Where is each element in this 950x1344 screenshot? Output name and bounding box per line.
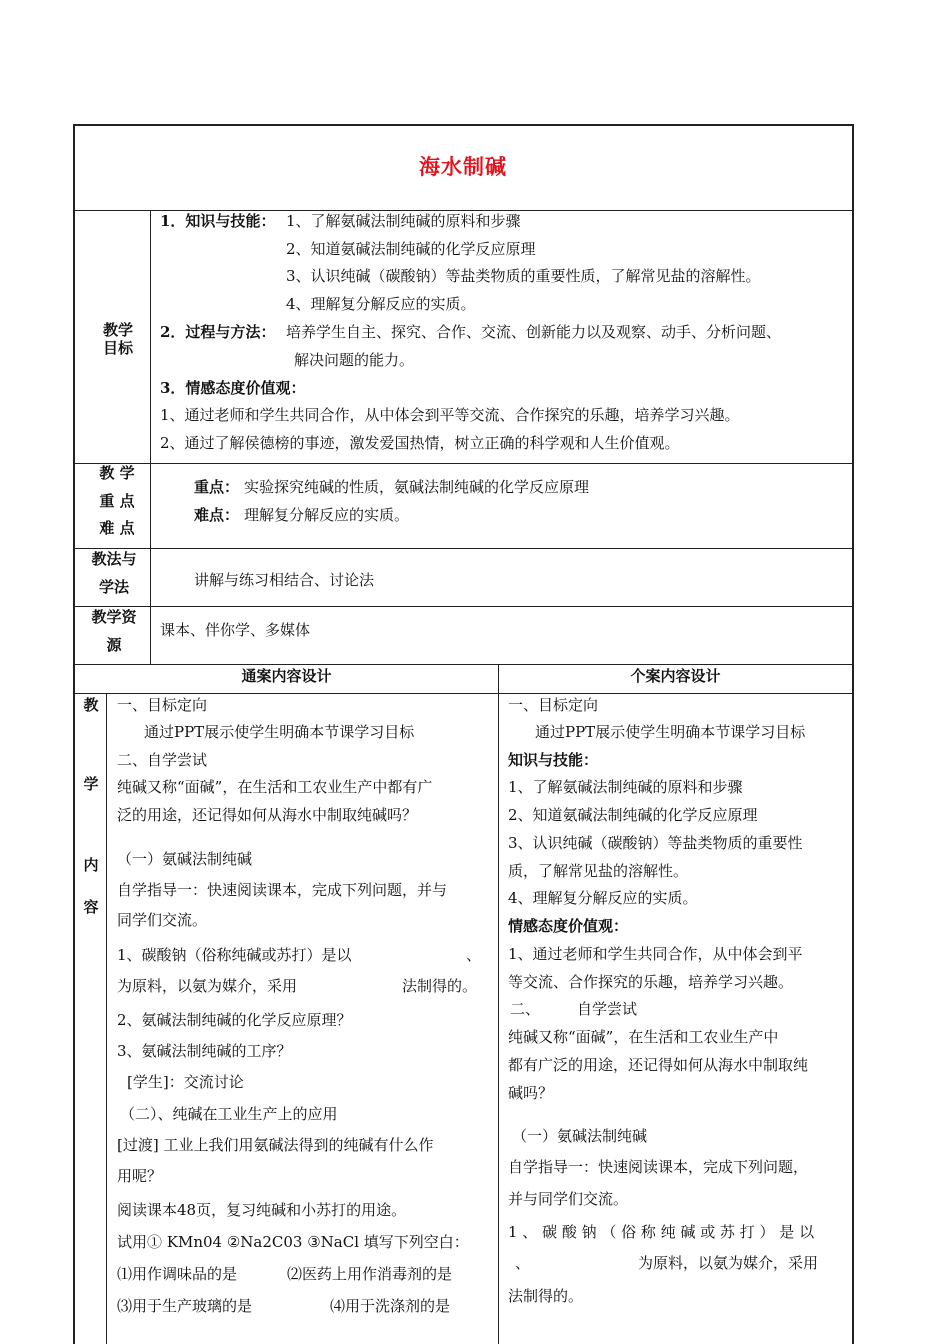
right-line: 都有广泛的用途，还记得如何从海水中制取纯 [508, 1056, 809, 1074]
difficult-label: 难点： [194, 506, 240, 524]
side-label-char: 容 [83, 898, 99, 916]
left-column-header: 通案内容设计 [241, 667, 332, 685]
left-line: ⑷用于洗涤剂的是 [330, 1297, 451, 1315]
keypoints-label-line1: 教 学 [99, 464, 135, 482]
left-line: 试用① KMn04 ②Na2C03 ③NaCl 填写下列空白： [117, 1233, 469, 1251]
emotion-heading: 3．情感态度价值观： [160, 379, 306, 397]
right-line: 并与同学们交流。 [508, 1190, 629, 1208]
process-text: 解决问题的能力。 [294, 351, 415, 369]
right-line: 自学指导一：快速阅读课本，完成下列问题， [508, 1158, 809, 1176]
resources-label-line2: 源 [106, 636, 122, 654]
methods-text: 讲解与练习相结合、讨论法 [194, 571, 375, 589]
left-line: 一、目标定向 [117, 696, 208, 714]
left-line: （二）、纯碱在工业生产上的应用 [120, 1105, 338, 1123]
left-line: 同学们交流。 [117, 911, 208, 929]
left-line: 3、氨碱法制纯碱的工序？ [117, 1042, 292, 1060]
right-line: 质，了解常见盐的溶解性。 [508, 862, 689, 880]
difficult-text: 理解复分解反应的实质。 [244, 506, 410, 524]
right-line: 通过PPT展示使学生明确本节课学习目标 [535, 723, 806, 741]
left-line: ⑴用作调味品的是 [117, 1265, 238, 1283]
keypoints-label-line2: 重 点 [99, 492, 135, 510]
right-line: 一、目标定向 [508, 696, 599, 714]
left-line: 2、氨碱法制纯碱的化学反应原理？ [117, 1011, 352, 1029]
right-line: 4、理解复分解反应的实质。 [508, 889, 698, 907]
right-line: 情感态度价值观： [508, 917, 629, 935]
key-text: 实验探究纯碱的性质，氨碱法制纯碱的化学反应原理 [244, 478, 590, 496]
right-line: 等交流、合作探究的乐趣，培养学习兴趣。 [508, 973, 794, 991]
left-line: 、 [466, 946, 482, 964]
side-label-char: 教 [83, 696, 99, 714]
right-line: 3、认识纯碱（碳酸钠）等盐类物质的重要性 [508, 834, 803, 852]
left-line: 阅读课本48页，复习纯碱和小苏打的用途。 [117, 1201, 407, 1219]
knowledge-item: 4、理解复分解反应的实质。 [286, 295, 476, 313]
left-line: 二、自学尝试 [117, 751, 208, 769]
right-line: （一）氨碱法制纯碱 [512, 1127, 648, 1145]
right-line: 为原料，以氨为媒介，采用 [638, 1254, 819, 1272]
left-line: [过渡] 工业上我们用氨碱法得到的纯碱有什么作 [117, 1136, 434, 1154]
left-line: 泛的用途，还记得如何从海水中制取纯碱吗？ [117, 806, 418, 824]
right-line: 2、知道氨碱法制纯碱的化学反应原理 [508, 806, 758, 824]
resources-label-line1: 教学资 [91, 608, 137, 626]
knowledge-heading: 1．知识与技能： [160, 212, 276, 230]
right-line: 1、通过老师和学生共同合作，从中体会到平 [508, 945, 803, 963]
objectives-label-line2: 目标 [102, 339, 133, 357]
left-line: 法制得的。 [402, 977, 478, 995]
right-column-header: 个案内容设计 [630, 667, 721, 685]
page-title: 海水制碱 [419, 154, 507, 179]
process-heading: 2．过程与方法： [160, 323, 276, 341]
resources-text: 课本、伴你学、多媒体 [160, 621, 311, 639]
process-text: 培养学生自主、探究、合作、交流、创新能力以及观察、动手、分析问题、 [286, 323, 782, 341]
key-label: 重点： [194, 478, 240, 496]
emotion-item: 2、通过了解侯德榜的事迹，激发爱国热情，树立正确的科学观和人生价值观。 [160, 434, 680, 452]
right-line: 法制得的。 [508, 1287, 584, 1305]
left-line: 为原料，以氨为媒介，采用 [117, 977, 298, 995]
left-line: ⑵医药上用作消毒剂的是 [287, 1265, 453, 1283]
knowledge-item: 2、知道氨碱法制纯碱的化学反应原理 [286, 240, 536, 258]
right-line: 纯碱又称“面碱”，在生活和工农业生产中 [508, 1028, 779, 1046]
left-line: 通过PPT展示使学生明确本节课学习目标 [144, 723, 415, 741]
keypoints-label-line3: 难 点 [99, 519, 135, 537]
left-line: 纯碱又称“面碱”，在生活和工农业生产中都有广 [117, 778, 433, 796]
right-line: 自学尝试 [577, 1000, 638, 1018]
left-line: （一）氨碱法制纯碱 [117, 850, 253, 868]
right-line: 碱吗？ [508, 1084, 554, 1102]
left-line: 用呢？ [117, 1167, 163, 1185]
right-line: 1、了解氨碱法制纯碱的原料和步骤 [508, 778, 743, 796]
right-line: 、 [515, 1254, 531, 1272]
left-line: ⑶用于生产玻璃的是 [117, 1297, 253, 1315]
knowledge-item: 1、了解氨碱法制纯碱的原料和步骤 [286, 212, 521, 230]
methods-label-line2: 学法 [98, 578, 129, 596]
right-line: 1 、 碳 酸 钠 （ 俗 称 纯 碱 或 苏 打 ） 是 以 [508, 1223, 815, 1241]
side-label-char: 内 [83, 856, 99, 874]
side-label-char: 学 [83, 775, 99, 793]
left-line: 1、碳酸钠（俗称纯碱或苏打）是以 [117, 946, 352, 964]
left-line: [学生]：交流讨论 [127, 1073, 244, 1091]
left-line: 自学指导一：快速阅读课本，完成下列问题，并与 [117, 881, 448, 899]
methods-label-line1: 教法与 [91, 550, 137, 568]
emotion-item: 1、通过老师和学生共同合作，从中体会到平等交流、合作探究的乐趣，培养学习兴趣。 [160, 406, 740, 424]
knowledge-item: 3、认识纯碱（碳酸钠）等盐类物质的重要性质，了解常见盐的溶解性。 [286, 267, 761, 285]
objectives-label-line1: 教学 [102, 321, 133, 339]
right-line: 二、 [510, 1000, 541, 1018]
right-line: 知识与技能： [508, 751, 599, 769]
